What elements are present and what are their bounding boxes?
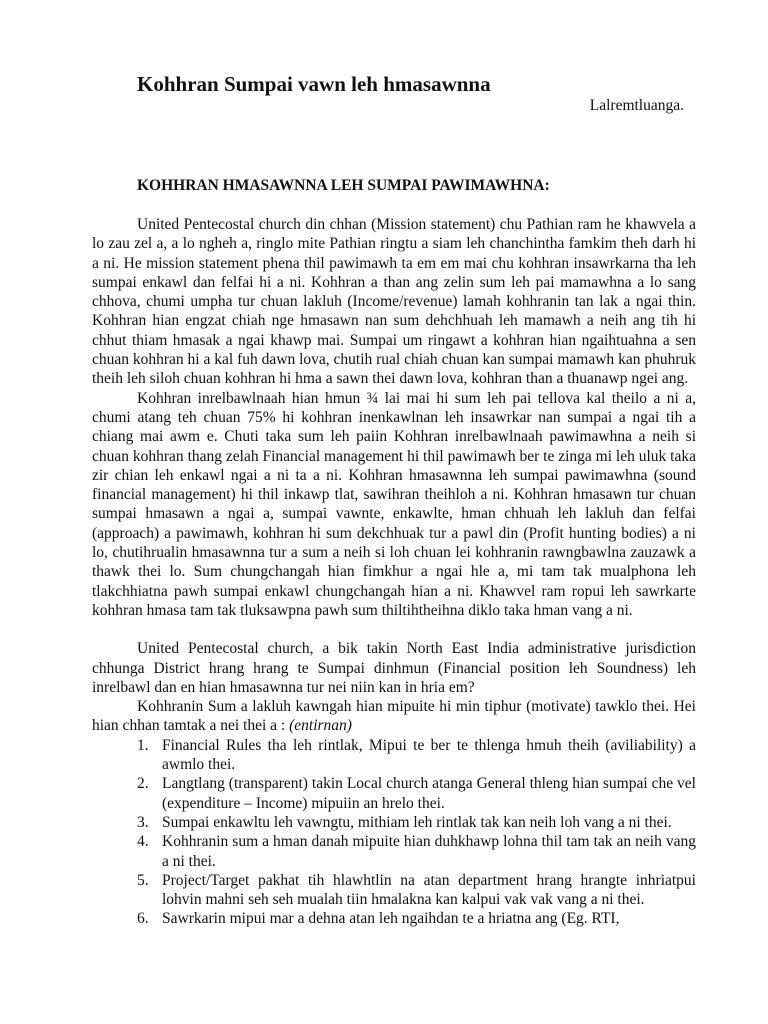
list-item <box>92 774 696 813</box>
list-item-number: 4. <box>137 833 149 851</box>
list-intro-text: Kohhranin Sum a lakluh kawngah hian mipuite hi min tiphur (motivate) tawklo thei. Hei hian chhan tamtak a nei thei a : <box>92 698 696 735</box>
paragraph-3: United Pentecostal church, a bik takin North East India administrative jurisdiction chhunga District hrang hrang te Sumpai dinhmun (Financial position leh Soundness) leh inrelbawl dan en hian hmasawnna tur nei niin kan in hria em? <box>92 640 696 696</box>
list-item-text: Sawrkarin mipui mar a dehna atan leh ngaihdan te a hriatna ang (Eg. RTI, <box>162 910 620 928</box>
list-item-text: Project/Target pakhat tih hlawhtlin na atan department hrang hrangte inhriatpui lohvin mahni seh seh mualah tiin hmalakna kan kalpui vak vak vang a ni thei. <box>162 871 696 909</box>
list-item-number: 3. <box>137 813 149 831</box>
list-item <box>92 909 696 928</box>
list-item-text: Sumpai enkawltu leh vawngtu, mithiam leh rintlak tak kan neih loh vang a ni thei. <box>162 813 672 831</box>
author-name: Lalremtluanga. <box>589 97 684 114</box>
section-heading: KOHHRAN HMASAWNNA LEH SUMPAI PAWIMAWHNA: <box>137 177 550 194</box>
paragraph-1: United Pentecostal church din chhan (Mission statement) chu Pathian ram he khawvela a lo zau zel a, a lo ngheh a, ringlo mite Pathian ringtu a siam leh chanchintha famkim theh darh hi a ni. He mission statement phena thil pawimawh ta em em mai chu kohhran insawrkarna tha leh sumpai enkawl dan felfai hi a ni. Kohhran a than ang zelin sum leh pai mamawhna a lo sang chhova, chumi umpha tur chuan lakluh (Income/revenue) lamah kohhranin tan lak a ngai thin. Kohhran hian engzat chiah nge hmasawn nan sum dehchhuah leh mamawh a neih ang tih hi chhut thiam hmasak a ngai khawp mai. Sumpai um ringawt a kohhran hian ngaihtuahna a sen chuan kohhran hi a kal fuh dawn lova, chutih rual chiah chuan kan sumpai mamawh kan phuhruk theih leh siloh chuan kohhran hi hma a sawn thei dawn lova, kohhran than a thuanawp ngei ang. <box>92 216 696 388</box>
list-item-number: 1. <box>137 736 149 754</box>
list-item-text: Langtlang (transparent) takin Local church atanga General thleng hian sumpai che vel (expenditure – Income) mipuiin an hrelo thei. <box>162 775 696 812</box>
list-intro-example: (entirnan) <box>289 717 352 735</box>
list-item-text: Financial Rules tha leh rintlak, Mipui te ber te thlenga hmuh theih (aviliability) a awmlo thei. <box>162 736 696 774</box>
list-item <box>92 736 696 775</box>
list-item-text: Kohhranin sum a hman danah mipuite hian duhkhawp lohna thil tam tak an neih vang a ni thei. <box>162 833 696 870</box>
reasons-list <box>92 736 696 929</box>
list-item <box>92 813 696 832</box>
list-item-number: 5. <box>137 871 149 889</box>
paragraph-gap <box>92 620 696 639</box>
body-text <box>92 215 696 929</box>
list-item-number: 6. <box>137 910 149 928</box>
list-item-number: 2. <box>137 775 149 793</box>
list-item <box>92 832 696 871</box>
paragraph-2: Kohhran inrelbawlnaah hian hmun ¾ lai mai hi sum leh pai tellova kal theilo a ni a, chumi atang teh chuan 75% hi kohhran inenkawlnan leh insawrkar nan sumpai a ngai tih a chiang mai awm e. Chuti taka sum leh paiin Kohhran inrelbawlnaah pawimawhna a neih si chuan kohhran thang zelah Financial management hi thil pawimawh ber te zinga mi leh uluk taka zir chian leh enkawl ngai a ni ta a ni. Kohhran hmasawnna leh sumpai pawimawhna (sound financial management) hi thil inkawp tlat, sawihran theihloh a ni. Kohhran hmasawn tur chuan sumpai hmasawn a ngai a, sumpai vawnte, enkawlte, hman chhuah leh lakluh dan felfai (approach) a pawimawh, kohhran hi sum dekchhuak tur a pawl din (Profit hunting bodies) a ni lo, chutihrualin hmasawnna tur a sum a neih si loh chuan lei kohhranin rawngbawlna zauzawk a thawk thei lo. Sum chungchangah hian fimkhur a ngai hle a, mi tam tak mualphona leh tlakchhiatna pawh sumpai enkawl chungchangah hian a ni. Khawvel ram ropui leh sawrkarte kohhran hmasa tam tak tluksawpna pawh sum thiltihtheihna diklo taka hman vang a ni. <box>92 389 696 619</box>
list-intro <box>92 697 696 736</box>
document-title: Kohhran Sumpai vawn leh hmasawnna <box>137 72 491 96</box>
list-item <box>92 871 696 910</box>
